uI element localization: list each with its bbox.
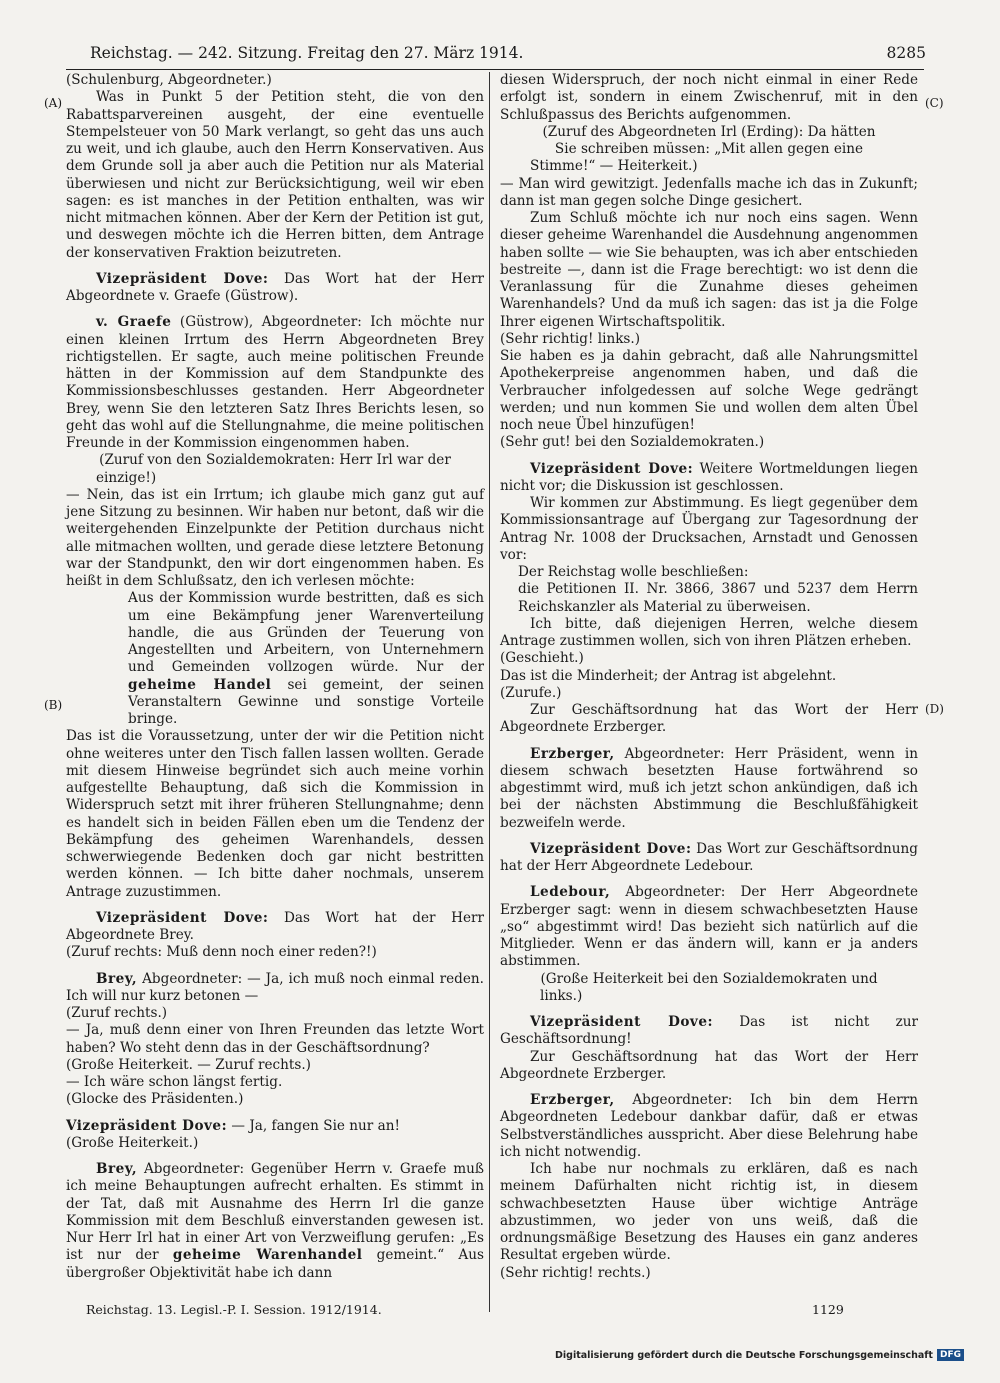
motion-text: die Petitionen II. Nr. 3866, 3867 und 5237 dem Herrn Reichskanzler als Material zu überweisen. <box>518 581 918 615</box>
emphasis: geheime Handel <box>128 676 272 693</box>
quote-text: Aus der Kommission wurde bestritten, daß es sich um eine Bekämpfung jener Warenverteilung handle, die aus Gründen der Teuerung von Angestellten und Arbeitern, von Unternehmern und Gemeinden vollzogen würde. Nur der <box>128 590 484 676</box>
paragraph <box>500 746 918 832</box>
digitization-credit <box>555 1349 964 1361</box>
speaker-name: Brey, <box>96 1161 138 1177</box>
interjection: (Sehr richtig! links.) <box>500 330 641 347</box>
interjection: (Zuruf rechts: Muß denn noch einer reden?!) <box>66 944 377 961</box>
speaker-name: v. Graefe <box>96 314 172 331</box>
margin-mark-c: (C) <box>925 96 944 110</box>
paragraph <box>500 1092 918 1161</box>
speaker-name: Vizepräsident Dove: <box>530 840 692 857</box>
emphasis: geheime Warenhandel <box>172 1247 363 1264</box>
column-divider <box>489 72 490 1312</box>
speech-text: gemeint.“ Aus übergroßer Objektivität habe ich dann <box>66 1247 484 1281</box>
paragraph <box>66 271 484 306</box>
interjection: (Zuruf rechts.) <box>66 1005 168 1021</box>
interjection: (Zurufe.) <box>500 684 562 701</box>
paragraph: Was in Punkt 5 der Petition steht, die von den Rabattsparvereinen ausgeht, der eine eventuelle Stempelsteuer von 50 Mark verlangt, so geht das uns auch zu weit, und ich glaube, auch den Herrn Konservativen. Aus dem Grunde soll ja aber auch die Petition nur als Material überwiesen und nicht zur Berücksichtigung, weil wir eben sagen: es ist manches in der Petition enthalten, was wir nicht mitmachen können. Aber der Kern der Petition ist gut, und deswegen möchte ich die Herren bitten, dem Antrage der konservativen Fraktion beizutreten. <box>66 89 484 261</box>
interjection: (Große Heiterkeit.) <box>66 1134 199 1151</box>
speech-text: Das ist nicht zur Geschäftsordnung! <box>500 1014 918 1048</box>
margin-mark-b: (B) <box>44 698 63 712</box>
interjection: (Glocke des Präsidenten.) <box>66 1091 244 1108</box>
paragraph: — Man wird gewitzigt. Jedenfalls mache ich das in Zukunft; dann ist man gegen solche Dinge gesichert. <box>500 175 918 209</box>
paragraph <box>500 461 918 496</box>
paragraph: Sie haben es ja dahin gebracht, daß alle Nahrungsmittel Apothekerpreise angenommen haben, und daß die Verbraucher infolgedessen auf solche Wege gedrängt werden; und nun kommen Sie und wollen dem alten Übel noch neue Übel hinzufügen! <box>500 348 918 433</box>
speech-text: Das Wort hat der Herr Abgeordnete v. Graefe (Güstrow). <box>66 270 484 304</box>
paragraph: Das ist die Minderheit; der Antrag ist abgelehnt. <box>500 667 837 684</box>
margin-mark-a: (A) <box>44 96 63 110</box>
left-column <box>66 72 484 1282</box>
paragraph: — Nein, das ist ein Irrtum; ich glaube mich ganz gut auf jene Sitzung zu besinnen. Wir haben nur betont, daß wir die weitergehenden Einzelpunkte der Petition durchaus nicht alle mitmachen wollten, und gerade diese letztere Betonung war der Standpunkt, den wir dort eingenommen haben. Es heißt in dem Schlußsatz, den ich verlesen möchte: <box>66 486 484 589</box>
paragraph <box>66 910 484 945</box>
paragraph <box>500 841 918 876</box>
speaker-name: Vizepräsident Dove: <box>530 1014 713 1030</box>
right-column <box>500 72 918 1282</box>
paragraph: Zur Geschäftsordnung hat das Wort der Herr Abgeordnete Erzberger. <box>500 1048 918 1082</box>
speech-text: (Güstrow), Abgeordneter: Ich möchte nur einen kleinen Irrtum des Herrn Abgeordneten Brey richtigstellen. Er sagte, auch meine politischen Freunde hätten in der Kommission auf dem Standpunkte des Kommissionsbeschlusses gestanden. Herr Abgeordneter Brey, wenn Sie den letzteren Satz Ihres Berichts lesen, so geht das wohl auf die Stellungnahme, die meine politischen Freunde in der Kommission eingenommen haben. <box>66 314 484 451</box>
speech-text: Abgeordneter: Der Herr Abgeordnete Erzberger sagt: wenn in diesem schwachbesetzten Hause „so“ abgestimmt wird! Das bezieht sich natürlich auf die Mitglieder. Wenn er das ändern will, kann er ja anders abstimmen. <box>500 884 918 970</box>
interjection: (Große Heiterkeit. — Zuruf rechts.) <box>66 1056 311 1073</box>
paragraph: Ich habe nur nochmals zu erklären, daß es nach meinem Dafürhalten nicht richtig ist, in diesem schwachbesetzten Hause über wichtige Anträge abzustimmen, wo jeder von uns weiß, daß die ordnungsmäßige Besetzung des Hauses ein ganz anderes Resultat ergeben würde. <box>500 1161 918 1264</box>
speaker-name: Vizepräsident Dove: <box>530 460 694 477</box>
paragraph <box>500 1014 918 1049</box>
interjection: (Sehr richtig! rechts.) <box>500 1264 651 1281</box>
speech-text: Weitere Wortmeldungen liegen nicht vor; die Diskussion ist geschlossen. <box>500 460 918 494</box>
paragraph <box>66 971 484 1006</box>
footer-sheet-number: 1129 <box>812 1302 844 1317</box>
speech-text: Abgeordneter: Gegenüber Herrn v. Graefe muß ich meine Behauptungen aufrecht erhalten. Es stimmt in der Tat, daß mit Ausnahme des Herrn Irl die ganze Kommission mit dem Beschluß einverstanden gewesen ist. Nur Herr Irl hat in einer Art von Verzweiflung gerufen: „Es ist nur der <box>66 1161 484 1264</box>
speaker-name: Ledebour, <box>530 884 611 901</box>
speaker-name: Vizepräsident Dove: <box>66 1117 228 1134</box>
speech-text: Das Wort hat der Herr Abgeordnete Brey. <box>66 909 484 943</box>
credit-text: Digitalisierung gefördert durch die Deutsche Forschungsgemeinschaft <box>555 1349 933 1361</box>
paragraph: Zum Schluß möchte ich nur noch eins sagen. Wenn dieser geheime Warenhandel die Ausdehnung angenommen haben sollte — wie Sie behaupten, was ich aber entschieden bestreite —, dann ist die Frage berechtigt: wo ist denn die Veranlassung für die Zunahme dieses geheimen Warenhandels? Und da muß ich sagen: das ist ja die Folge Ihrer eigenen Wirtschaftspolitik. <box>500 210 918 330</box>
speech-text: Abgeordneter: Ich bin dem Herrn Abgeordneten Ledebour dankbar dafür, daß er etwas Selbstverständliches ausspricht. Aber diese Belehrung habe ich nicht notwendig. <box>500 1092 918 1160</box>
speech-text: Abgeordneter: Herr Präsident, wenn in diesem schwach besetzten Hause fortwährend so abgestimmt wird, muß ich jetzt schon ankündigen, daß ich bei der nächsten Abstimmung die Beschlußfähigkeit bezweifeln werde. <box>500 745 918 831</box>
paragraph <box>66 314 484 452</box>
header-title: Reichstag. — 242. Sitzung. Freitag den 27. März 1914. <box>90 44 524 62</box>
interjection: (Sehr gut! bei den Sozialdemokraten.) <box>500 434 765 451</box>
speech-text: Abgeordneter: — Ja, ich muß noch einmal reden. Ich will nur kurz betonen — <box>66 970 484 1004</box>
speaker-name: Vizepräsident Dove: <box>96 909 269 926</box>
speaker-continuation: (Schulenburg, Abgeordneter.) <box>66 72 272 88</box>
interjection: (Große Heiterkeit bei den Sozialdemokraten und links.) <box>540 970 878 1004</box>
paragraph: — Ich wäre schon längst fertig. <box>66 1074 283 1090</box>
dfg-logo: DFG <box>937 1349 964 1361</box>
paragraph <box>66 1161 484 1282</box>
header-rule <box>66 69 924 70</box>
interjection: (Zuruf von den Sozialdemokraten: Herr Irl war der einzige!) <box>96 452 451 486</box>
paragraph: Ich bitte, daß diejenigen Herren, welche diesem Antrage zustimmen wollen, sich von ihren Plätzen erheben. <box>500 615 918 649</box>
speaker-name: Erzberger, <box>530 745 615 762</box>
paragraph: — Ja, muß denn einer von Ihren Freunden das letzte Wort haben? Wo steht denn das in der Geschäftsordnung? <box>66 1022 484 1056</box>
page-header <box>66 44 926 66</box>
speech-text: Das Wort zur Geschäftsordnung hat der Herr Abgeordnete Ledebour. <box>500 840 919 874</box>
paragraph <box>500 884 918 970</box>
interjection: (Zuruf des Abgeordneten Irl (Erding): Da hätten Sie schreiben müssen: „Mit allen gegen eine Stimme!“ — Heiterkeit.) <box>530 123 876 175</box>
speaker-name: Brey, <box>96 970 138 987</box>
paragraph: Zur Geschäftsordnung hat das Wort der Herr Abgeordnete Erzberger. <box>500 702 918 736</box>
margin-mark-d: (D) <box>925 702 944 716</box>
quote-text: sei gemeint, der seinen Veranstaltern Gewinne und sonstige Vorteile bringe. <box>128 676 484 727</box>
paragraph: diesen Widerspruch, der noch nicht einmal in einer Rede erfolgt ist, sondern in einem Zwischenruf, mit in den Schlußpassus des Berichts aufgenommen. <box>500 72 918 123</box>
paragraph: Das ist die Voraussetzung, unter der wir die Petition nicht ohne weiteres unter den Tisch fallen lassen wollten. Gerade mit diesem Hinweise begründet sich auch meine vorhin aufgestellte Behauptung, daß sich die Kommission in Widerspruch setzt mit ihrer früheren Stellungnahme; denn es handelt sich in beiden Fällen eben um die Tendenz der Bekämpfung des geheimen Warenhandels, dessen schwerwiegende Bedenken doch gar nicht bestritten werden können. — Ich bitte daher nochmals, unserem Antrage zuzustimmen. <box>66 728 484 900</box>
footer-session: Reichstag. 13. Legisl.-P. I. Session. 1912/1914. <box>86 1302 382 1317</box>
speech-text: — Ja, fangen Sie nur an! <box>227 1117 400 1134</box>
interjection: (Geschieht.) <box>500 650 584 667</box>
motion-heading: Der Reichstag wolle beschließen: <box>518 564 749 580</box>
quoted-passage <box>128 590 484 728</box>
page-number: 8285 <box>886 44 926 62</box>
paragraph: Wir kommen zur Abstimmung. Es liegt gegenüber dem Kommissionsantrage auf Übergang zur Tagesordnung der Antrag Nr. 1008 der Drucksachen, Arnstadt und Genossen vor: <box>500 495 918 563</box>
speaker-name: Vizepräsident Dove: <box>96 270 269 287</box>
paragraph <box>66 1118 484 1135</box>
speaker-name: Erzberger, <box>530 1092 615 1108</box>
